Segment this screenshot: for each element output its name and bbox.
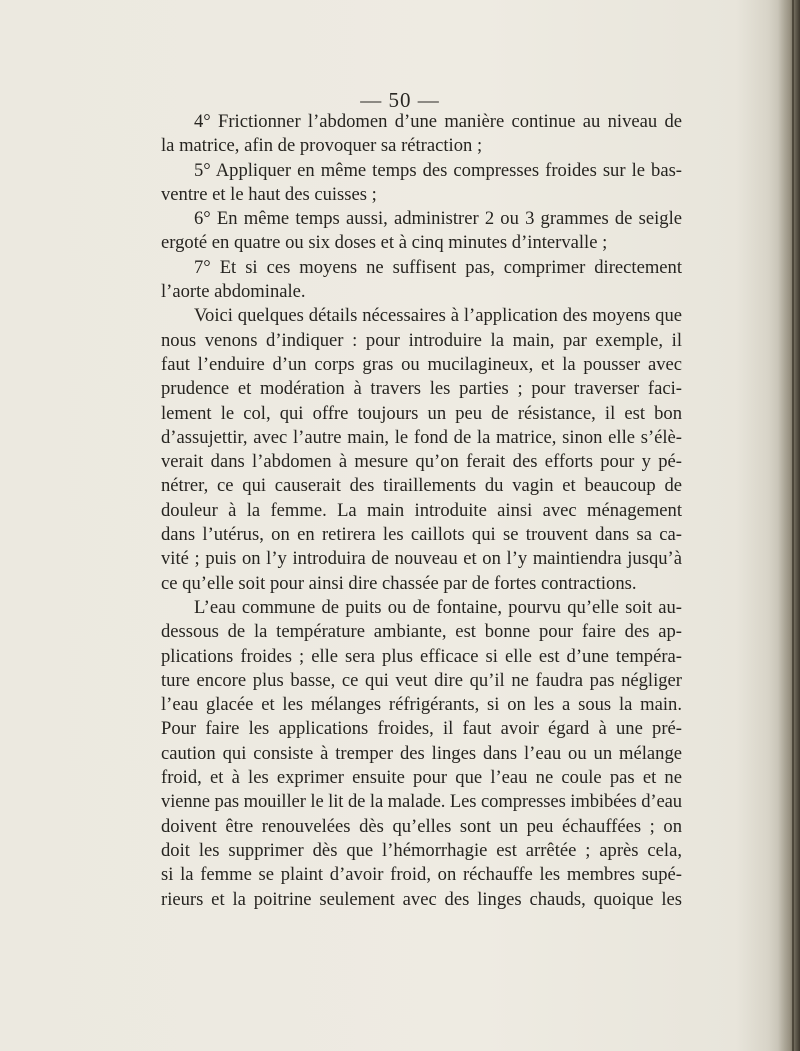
text-line: ture encore plus basse, ce qui veut dire qu’il ne faudra pas négliger	[161, 669, 682, 691]
text-line: vienne pas mouiller le lit de la malade. Les compresses imbibées d’eau	[161, 791, 682, 813]
body-text	[161, 110, 682, 912]
text-line: faut l’enduire d’un corps gras ou mucilagineux, et la pousser avec	[161, 353, 682, 375]
text-line: L’eau commune de puits ou de fontaine, pourvu qu’elle soit au-	[194, 596, 682, 618]
text-line: nétrer, ce qui causerait des tiraillements du vagin et beaucoup de	[161, 475, 682, 497]
text-line: ce qu’elle soit pour ainsi dire chassée par de fortes contractions.	[161, 572, 637, 594]
page-number-header: — 50 —	[360, 88, 440, 112]
text-line: 4° Frictionner l’abdomen d’une manière continue au niveau de	[194, 111, 682, 132]
text-line: nous venons d’indiquer : pour introduire la main, par exemple, il	[161, 329, 682, 351]
text-line: l’eau glacée et les mélanges réfrigérants, si on les a sous la main.	[161, 694, 682, 716]
text-line: d’assujettir, avec l’autre main, le fond de la matrice, sinon elle s’élè-	[161, 426, 682, 448]
text-line: rieurs et la poitrine seulement avec des linges chauds, quoique les	[161, 888, 682, 910]
text-line: dans l’utérus, on en retirera les caillots qui se trouvent dans sa ca-	[161, 524, 682, 546]
text-line: caution qui consiste à tremper des linges dans l’eau ou un mélange	[161, 742, 682, 764]
text-line: la matrice, afin de provoquer sa rétraction ;	[161, 135, 483, 157]
text-line: prudence et modération à travers les parties ; pour traverser faci-	[161, 378, 682, 400]
text-line: Voici quelques détails nécessaires à l’application des moyens que	[194, 305, 682, 327]
text-line: lement le col, qui offre toujours un peu de résistance, il est bon	[161, 402, 682, 424]
text-line: 6° En même temps aussi, administrer 2 ou 3 grammes de seigle	[194, 208, 682, 230]
text-line: si la femme se plaint d’avoir froid, on réchauffe les membres supé-	[161, 864, 682, 886]
binding-edge-line	[792, 0, 794, 1051]
text-line: froid, et à les exprimer ensuite pour que l’eau ne coule pas et ne	[161, 767, 682, 789]
text-line: 7° Et si ces moyens ne suffisent pas, comprimer directement	[194, 256, 682, 278]
text-line: Pour faire les applications froides, il faut avoir égard à une pré-	[161, 718, 682, 740]
text-line: l’aorte abdominale.	[161, 281, 306, 303]
text-line: ventre et le haut des cuisses ;	[161, 183, 377, 205]
text-line: dessous de la température ambiante, est bonne pour faire des ap-	[161, 621, 682, 643]
text-line: ergoté en quatre ou six doses et à cinq minutes d’intervalle ;	[161, 232, 608, 254]
text-line: verait dans l’abdomen à mesure qu’on ferait des efforts pour y pé-	[161, 451, 682, 473]
text-line: 5° Appliquer en même temps des compresses froides sur le bas-	[194, 159, 682, 181]
text-line: douleur à la femme. La main introduite ainsi avec ménagement	[161, 499, 682, 521]
text-line: doivent être renouvelées dès qu’elles sont un peu échauffées ; on	[161, 815, 682, 837]
text-line: plications froides ; elle sera plus efficace si elle est d’une tempéra-	[161, 645, 682, 667]
text-line: doit les supprimer dès que l’hémorrhagie est arrêtée ; après cela,	[161, 839, 682, 861]
text-line: vité ; puis on l’y introduira de nouveau et on l’y maintiendra jusqu’à	[161, 548, 682, 570]
page-edge-shadow	[778, 0, 800, 1051]
